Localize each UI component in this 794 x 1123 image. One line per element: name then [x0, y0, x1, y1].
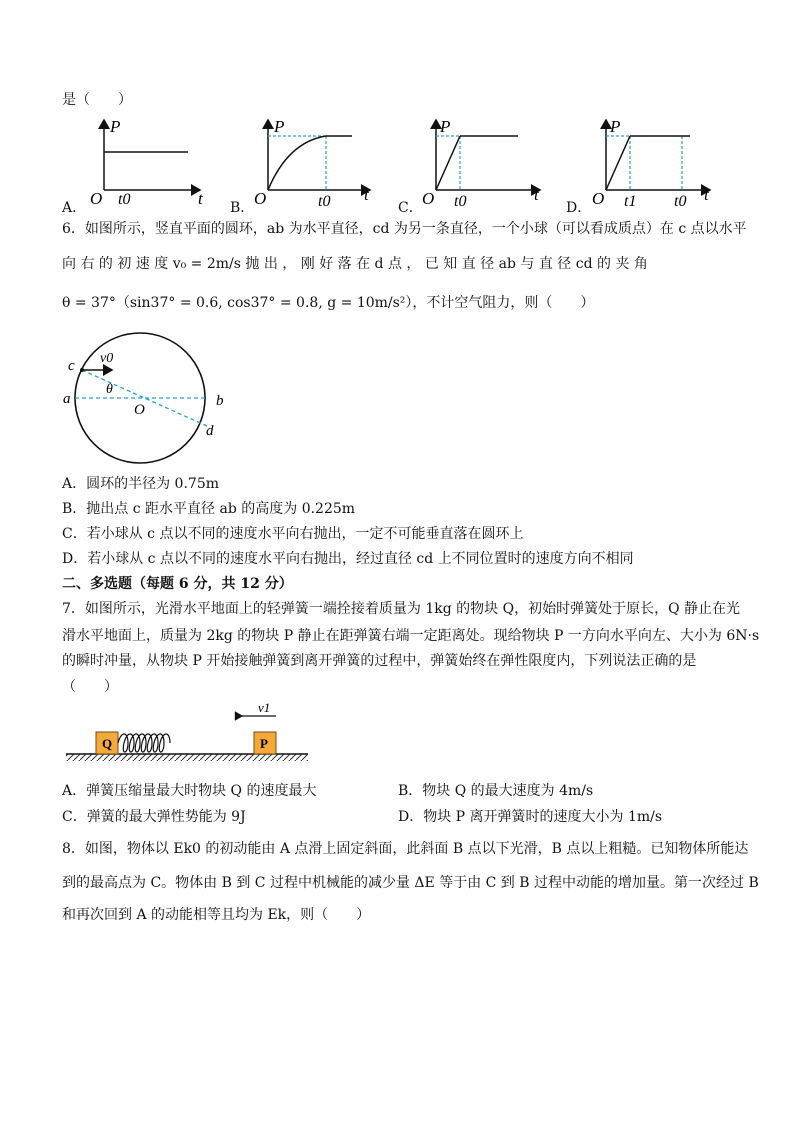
q7-line1: 7．如图所示，光滑水平地面上的轻弹簧一端拴接着质量为 1kg 的物块 Q，初始时弹簧处于原长，Q 静止在光	[62, 601, 741, 617]
graph-b	[248, 112, 378, 212]
graph-d-label: D．	[566, 200, 592, 216]
t0-label: t0	[318, 193, 331, 210]
block-p-label: P	[260, 736, 268, 751]
t1-label: t1	[624, 193, 637, 210]
question-continuation: 是（ ）	[62, 92, 132, 108]
point-b-label: b	[216, 393, 224, 409]
q8-line2: 到的最高点为 C。物体由 B 到 C 过程中机械能的减少量 ΔE 等于由 C 到 B 过程中动能的增加量。第一次经过 B	[62, 875, 759, 891]
point-c-label: c	[68, 358, 75, 374]
graph-d	[586, 112, 716, 212]
q6-option-c: C．若小球从 c 点以不同的速度水平向右抛出，一定不可能垂直落在圆环上	[62, 526, 524, 542]
graph-c	[416, 112, 546, 212]
q6-line3: θ = 37°（sin37° = 0.6, cos37° = 0.8, g = 10m/s²），不计空气阻力，则（ ）	[62, 295, 595, 311]
q6-line1: 6．如图所示，竖直平面的圆环，ab 为水平直径，cd 为另一条直径，一个小球（可以看成质点）在 c 点以水平	[62, 221, 747, 237]
spring	[118, 734, 170, 752]
axis-p-label: P	[110, 117, 121, 136]
axis-t-label: t	[534, 185, 539, 204]
point-a-label: a	[63, 391, 71, 407]
section-heading: 二、多选题（每题 6 分，共 12 分）	[62, 576, 293, 592]
q7-option-b: B．物块 Q 的最大速度为 4m/s	[398, 783, 594, 799]
q7-line3: 的瞬时冲量，从物块 P 开始接触弹簧到离开弹簧的过程中，弹簧始终在弹性限度内，下列说法正确的是	[62, 653, 697, 669]
graph-b-label: B．	[230, 200, 255, 216]
theta-label: θ	[106, 382, 113, 397]
q7-line4: （ ）	[62, 679, 118, 695]
t0-label: t0	[118, 191, 131, 208]
q6-option-b: B．抛出点 c 距水平直径 ab 的高度为 0.225m	[62, 501, 356, 517]
axis-t-label: t	[364, 185, 369, 204]
center-o-label: O	[134, 402, 145, 418]
t0-label: t0	[454, 193, 467, 210]
axis-p-label: P	[274, 117, 285, 136]
q6-option-d: D．若小球从 c 点以不同的速度水平向右抛出，经过直径 cd 上不同位置时的速度方向不相同	[62, 551, 634, 567]
axis-t-label: t	[704, 185, 709, 204]
q7-option-d: D．物块 P 离开弹簧时的速度大小为 1m/s	[398, 809, 663, 825]
q8-line1: 8．如图，物体以 Ek0 的初动能由 A 点滑上固定斜面，此斜面 B 点以下光滑，B 点以上粗糙。已知物体所能达	[62, 841, 749, 857]
point-d-label: d	[206, 423, 214, 439]
q6-option-a: A．圆环的半径为 0.75m	[62, 476, 220, 492]
origin-label: O	[254, 189, 267, 208]
origin-label: O	[422, 189, 435, 208]
t0-label: t0	[674, 193, 687, 210]
q7-option-c: C．弹簧的最大弹性势能为 9J	[62, 809, 246, 825]
q7-option-a: A．弹簧压缩量最大时物块 Q 的速度最大	[62, 783, 317, 799]
block-q-label: Q	[102, 736, 113, 751]
graph-a-label: A．	[62, 200, 87, 216]
origin-label: O	[592, 189, 605, 208]
v0-label: v0	[100, 351, 114, 366]
v1-label: v1	[258, 700, 271, 715]
q7-line2: 滑水平地面上，质量为 2kg 的物块 P 静止在距弹簧右端一定距离处。现给物块 P 一方向水平向左、大小为 6N·s	[62, 628, 760, 644]
axis-p-label: P	[610, 117, 621, 136]
spring-figure	[62, 700, 312, 770]
q6-line2: 向 右 的 初 速 度 v₀ = 2m/s 抛 出 ， 刚 好 落 在 d 点 ， 已 知 直 径 ab 与 直 径 cd 的 夹 角	[62, 256, 648, 272]
origin-label: O	[90, 189, 103, 208]
graph-c-label: C．	[398, 200, 423, 216]
q8-line3: 和再次回到 A 的动能相等且均为 Ek，则（ ）	[62, 907, 371, 923]
axis-t-label: t	[198, 189, 203, 208]
circle-figure	[60, 330, 240, 470]
graph-a	[80, 112, 210, 212]
axis-p-label: P	[440, 117, 451, 136]
